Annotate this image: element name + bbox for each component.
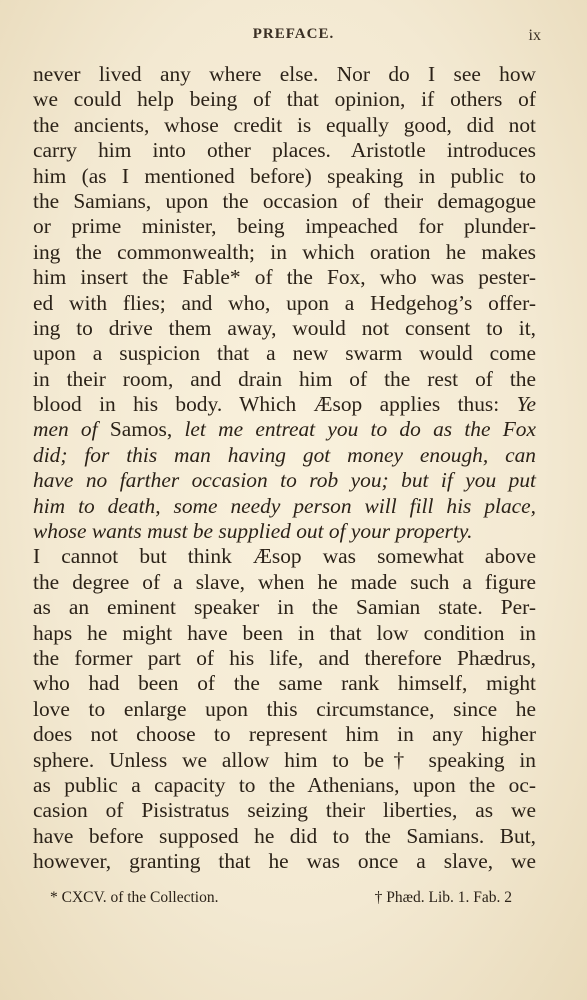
text-line: never lived any where else. Nor do I see how xyxy=(33,62,536,86)
text-line: him insert the Fable* of the Fox, who was pester- xyxy=(33,265,536,290)
footnote-left: * CXCV. of the Collection. xyxy=(50,889,219,906)
text-italic: Ye xyxy=(516,392,536,417)
text-line: whose wants must be supplied out of your property. xyxy=(33,519,473,544)
text-line: the former part of his life, and therefore Phædrus, xyxy=(33,645,536,670)
page-header xyxy=(0,26,587,50)
text-line: the Samians, upon the occasion of their demagogue xyxy=(33,188,536,213)
footnote-right: † Phæd. Lib. 1. Fab. 2 xyxy=(374,889,512,906)
text-line: haps he might have been in that low condition in xyxy=(33,620,536,645)
text-line: who had been of the same rank himself, might xyxy=(33,671,536,696)
footnotes xyxy=(50,889,512,911)
text-line: ed with flies; and who, upon a Hedgehog’s offer- xyxy=(33,290,536,315)
text-line: ing the commonwealth; in which oration he makes xyxy=(33,239,536,264)
text-line: I cannot but think Æsop was somewhat above xyxy=(33,544,536,569)
text-line: or prime minister, being impeached for plunder- xyxy=(33,214,536,239)
text-line: him (as I mentioned before) speaking in public to xyxy=(33,163,536,188)
text-line: does not choose to represent him in any higher xyxy=(33,722,536,747)
text-line: in their room, and drain him of the rest of the xyxy=(33,366,536,391)
text-line: did; for this man having got money enough, can xyxy=(33,442,536,467)
text-line: as an eminent speaker in the Samian state. Per- xyxy=(33,595,536,620)
text-line: him to death, some needy person will fill his place, xyxy=(33,493,536,518)
body-text xyxy=(33,62,536,875)
text-line: upon a suspicion that a new swarm would come xyxy=(33,341,536,366)
text-line: sphere. Unless we allow him to be† speaking in xyxy=(33,747,536,772)
text-line: have before supposed he did to the Samians. But, xyxy=(33,823,536,848)
text-italic: men of xyxy=(33,417,98,442)
text-line: as public a capacity to the Athenians, upon the oc- xyxy=(33,772,536,797)
text-roman: Samos, xyxy=(109,417,173,442)
text-line: however, granting that he was once a slave, we xyxy=(33,849,536,874)
text-italic: let me entreat you to do as the Fox xyxy=(184,417,536,442)
text-line: casion of Pisistratus seizing their liberties, as we xyxy=(33,798,536,823)
text-line: the ancients, whose credit is equally good, did not xyxy=(33,112,536,137)
text-line: carry him into other places. Aristotle introduces xyxy=(33,138,536,163)
text-line: love to enlarge upon this circumstance, since he xyxy=(33,696,536,721)
text-line: the degree of a slave, when he made such a figure xyxy=(33,569,536,594)
running-title: PREFACE. xyxy=(252,26,335,42)
text-line xyxy=(33,392,536,417)
text-line xyxy=(33,417,536,442)
text-line: we could help being of that opinion, if others of xyxy=(33,87,536,112)
page-number: ix xyxy=(528,27,541,44)
text-line: ing to drive them away, would not consent to it, xyxy=(33,315,536,340)
text-roman: blood in his body. Which Æsop applies thus: xyxy=(33,392,500,417)
text-line: have no farther occasion to rob you; but if you put xyxy=(33,468,536,493)
